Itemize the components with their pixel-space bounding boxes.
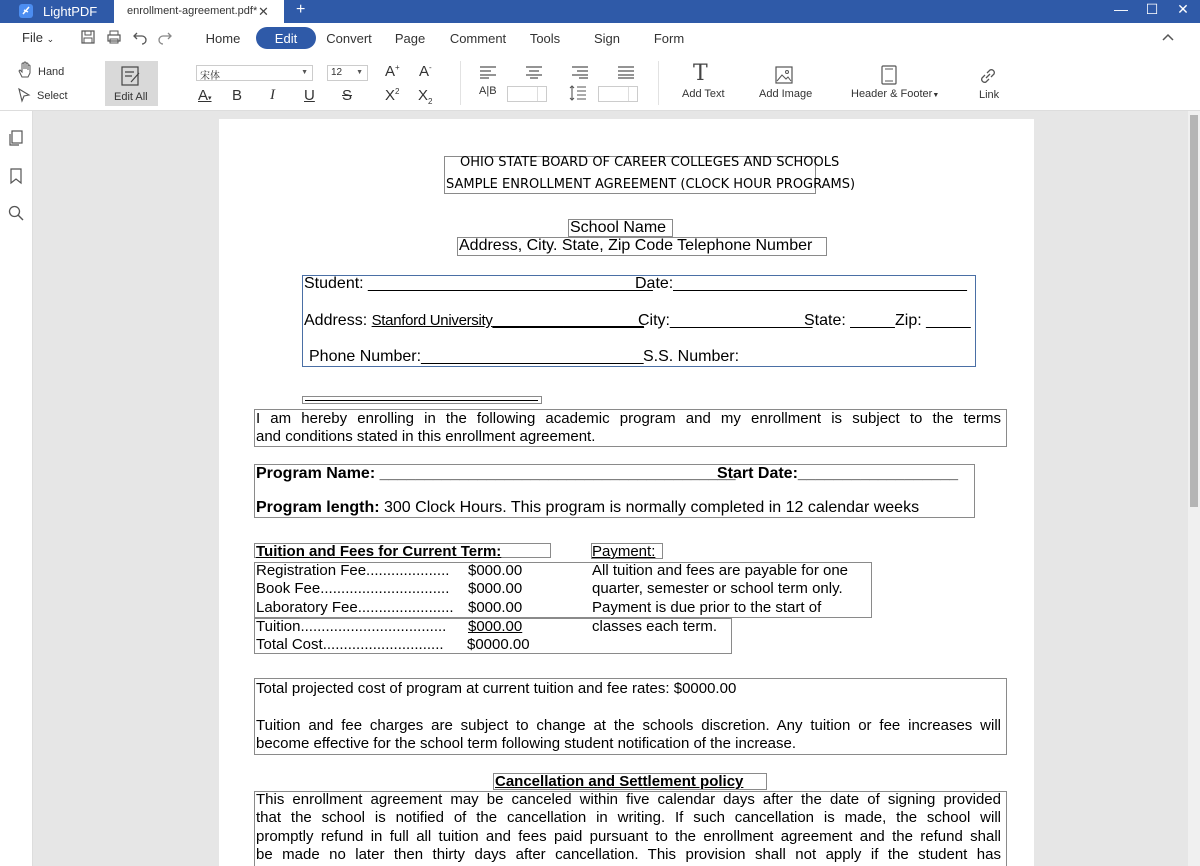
tab-comment[interactable]: Comment xyxy=(449,31,507,46)
image-icon xyxy=(774,65,794,85)
student-field[interactable]: Student: ________________________________ xyxy=(304,275,653,292)
font-size-value: 12 xyxy=(331,67,343,78)
link-label: Link xyxy=(979,89,1000,101)
line-spacing-icon[interactable] xyxy=(569,84,587,102)
tab-convert[interactable]: Convert xyxy=(326,31,372,46)
start-date-field[interactable]: Start Date:__________________ xyxy=(717,465,959,482)
toolbar-divider xyxy=(460,61,461,105)
caret-down-icon: ▼ xyxy=(356,69,363,76)
document-tab[interactable] xyxy=(114,0,284,23)
header-footer-icon xyxy=(880,65,898,85)
cancellation-line[interactable]: promptly refund in full all tuition and fees paid pursuant to the enrollment agreement and the refund shall xyxy=(256,828,1001,845)
bold-icon[interactable]: B xyxy=(232,87,243,104)
fee-row-amount[interactable]: $000.00 xyxy=(468,599,523,616)
file-menu-label: File xyxy=(22,30,43,45)
header-line-2[interactable]: SAMPLE ENROLLMENT AGREEMENT (CLOCK HOUR PROGRAMS) xyxy=(446,177,856,192)
decrease-font-icon[interactable]: A- xyxy=(419,63,432,80)
character-spacing-input[interactable] xyxy=(507,86,547,102)
enrollment-statement-line-1[interactable]: I am hereby enrolling in the following academic program and my enrollment is subject to the terms xyxy=(256,410,1001,427)
bookmark-icon[interactable] xyxy=(7,167,25,185)
maximize-button[interactable]: ☐ xyxy=(1145,1,1159,17)
new-tab-button[interactable]: + xyxy=(296,1,306,18)
total-projected[interactable]: Total projected cost of program at current tuition and fee rates: $0000.00 xyxy=(256,680,737,697)
fee-row-amount[interactable]: $000.00 xyxy=(468,562,523,579)
tab-form[interactable]: Form xyxy=(653,31,685,46)
app-name: LightPDF xyxy=(43,4,98,19)
undo-icon[interactable] xyxy=(132,29,148,45)
superscript-icon[interactable]: $X^2$ xyxy=(385,87,400,104)
address-blank: _________________ xyxy=(492,312,644,329)
payment-line[interactable]: Payment is due prior to the start of xyxy=(592,599,822,616)
pdf-page[interactable] xyxy=(219,119,1034,866)
address-field[interactable] xyxy=(304,312,644,330)
header-footer-label: Header & Footer▼ xyxy=(851,88,940,100)
close-tab-icon[interactable]: ✕ xyxy=(258,4,269,19)
tab-tools[interactable]: Tools xyxy=(529,31,561,46)
tab-edit[interactable]: Edit xyxy=(256,27,316,49)
pages-icon[interactable] xyxy=(7,129,25,147)
increase-font-icon[interactable]: A+ xyxy=(385,63,400,80)
payment-line[interactable]: classes each term. xyxy=(592,618,718,635)
font-color-icon[interactable]: A▾ xyxy=(198,87,212,104)
document-viewer[interactable] xyxy=(33,111,1188,866)
toolbar-divider xyxy=(658,61,659,105)
scrollbar-thumb[interactable] xyxy=(1190,115,1198,507)
school-address[interactable]: Address, City. State, Zip Code Telephone Number xyxy=(459,237,813,254)
increase-font-glyph: A xyxy=(385,63,396,80)
font-family-select[interactable] xyxy=(196,65,313,81)
save-icon[interactable] xyxy=(80,29,96,45)
tab-page[interactable]: Page xyxy=(394,31,426,46)
phone-field[interactable]: Phone Number:_________________________ xyxy=(309,348,644,365)
edit-all-icon xyxy=(119,65,143,87)
lightpdf-logo-icon xyxy=(18,3,34,19)
subscript-icon[interactable]: $X_2$ xyxy=(418,87,433,106)
tab-home[interactable]: Home xyxy=(205,31,241,46)
caret-down-icon: ▼ xyxy=(301,69,308,76)
print-icon[interactable] xyxy=(106,29,122,45)
decrease-font-glyph: A xyxy=(419,63,430,80)
edit-all-label: Edit All xyxy=(114,91,148,103)
fee-row-label[interactable]: Tuition................................... xyxy=(256,618,447,635)
close-window-button[interactable]: ✕ xyxy=(1177,1,1189,17)
file-menu[interactable] xyxy=(22,30,54,45)
header-line-1[interactable]: OHIO STATE BOARD OF CAREER COLLEGES AND SCHOOLS xyxy=(460,155,840,170)
redo-icon[interactable] xyxy=(157,29,173,45)
payment-line[interactable]: quarter, semester or school term only. xyxy=(592,580,843,597)
vertical-scrollbar[interactable] xyxy=(1188,111,1200,866)
address-value-text: Stanford University xyxy=(371,312,493,329)
program-name-field[interactable]: Program Name: ________________________________________ xyxy=(256,465,736,482)
add-text-label: Add Text xyxy=(682,88,725,100)
cancellation-heading[interactable]: Cancellation and Settlement policy xyxy=(495,773,744,790)
address-value[interactable] xyxy=(372,312,644,329)
align-justify-icon[interactable] xyxy=(617,65,635,79)
chevron-up-icon[interactable] xyxy=(1160,30,1176,46)
state-field[interactable]: State: _____ xyxy=(804,312,895,329)
fee-change-line-1[interactable]: Tuition and fee charges are subject to change at the schools discretion. Any tuition or fee increases will xyxy=(256,717,1001,734)
select-cursor-icon[interactable] xyxy=(16,87,32,103)
zip-field[interactable]: Zip: _____ xyxy=(895,312,971,329)
menu-bar xyxy=(0,23,1200,53)
school-name[interactable]: School Name xyxy=(570,219,667,236)
program-length-value: 300 Clock Hours. This program is normally completed in 12 calendar weeks xyxy=(379,499,920,516)
font-size-select[interactable] xyxy=(327,65,368,81)
date-field[interactable]: Date:_________________________________ xyxy=(635,275,967,292)
chevron-down-icon: ⌄ xyxy=(46,34,55,44)
character-spacing-icon[interactable]: A|B xyxy=(479,85,497,97)
edit-all-button[interactable] xyxy=(105,61,158,106)
line-spacing-input[interactable] xyxy=(598,86,638,102)
header-footer-button[interactable] xyxy=(850,61,940,107)
link-icon xyxy=(977,65,999,87)
signature-line xyxy=(305,400,538,401)
font-color-glyph: A xyxy=(198,87,209,104)
fee-row-label[interactable]: Book Fee............................... xyxy=(256,580,450,597)
hand-icon[interactable] xyxy=(16,61,34,79)
title-bar xyxy=(0,0,1200,23)
minimize-button[interactable]: — xyxy=(1114,1,1128,17)
underline-icon[interactable]: U xyxy=(304,87,315,104)
fee-row-amount[interactable]: $000.00 xyxy=(468,618,523,635)
italic-icon[interactable]: I xyxy=(270,87,275,103)
fee-row-label[interactable]: Laboratory Fee....................... xyxy=(256,599,454,616)
fee-row-amount[interactable]: $0000.00 xyxy=(467,636,530,653)
cancellation-line[interactable]: that the school is notified of the cancellation in writing. If such cancellation is made, the school will xyxy=(256,809,1001,826)
add-text-button[interactable] xyxy=(678,61,730,107)
strikethrough-icon[interactable]: S xyxy=(342,87,353,104)
search-icon[interactable] xyxy=(7,204,25,222)
align-center-icon[interactable] xyxy=(525,65,543,79)
address-label: Address: xyxy=(304,312,372,329)
cancellation-line[interactable]: This enrollment agreement may be canceled within five calendar days after the date of signing provided xyxy=(256,791,1001,808)
link-button[interactable] xyxy=(970,61,1006,107)
enrollment-statement-line-2[interactable]: and conditions stated in this enrollment agreement. xyxy=(256,428,596,445)
align-right-icon[interactable] xyxy=(571,65,589,79)
ss-number-field[interactable]: S.S. Number: xyxy=(643,348,740,365)
edit-toolbar xyxy=(0,53,1200,111)
document-tab-title: enrollment-agreement.pdf* xyxy=(127,5,258,17)
tuition-heading[interactable]: Tuition and Fees for Current Term: xyxy=(256,543,502,560)
program-length[interactable] xyxy=(256,499,919,517)
payment-line[interactable]: All tuition and fees are payable for one xyxy=(592,562,849,579)
cancellation-line[interactable]: be made no later then thirty days after cancellation. This provision shall not apply if the student has xyxy=(256,846,1001,863)
align-left-icon[interactable] xyxy=(479,65,497,79)
left-sidebar xyxy=(0,111,33,866)
fee-row-label[interactable]: Registration Fee.................... xyxy=(256,562,450,579)
font-family-value: 宋体 xyxy=(200,71,220,82)
tab-sign[interactable]: Sign xyxy=(593,31,621,46)
add-image-label: Add Image xyxy=(759,88,813,100)
fee-change-line-2[interactable]: become effective for the school term following student notification of the increase. xyxy=(256,735,797,752)
text-t-icon: T xyxy=(693,61,708,86)
hand-tool-label[interactable]: Hand xyxy=(38,66,65,78)
header-footer-text: Header & Footer xyxy=(851,88,933,100)
payment-heading[interactable]: Payment: xyxy=(592,543,656,560)
fee-row-label[interactable]: Total Cost............................. xyxy=(256,636,444,653)
program-length-label: Program length: xyxy=(256,499,380,516)
select-tool-label[interactable]: Select xyxy=(37,90,68,102)
city-field[interactable]: City:________________ xyxy=(638,312,813,329)
fee-row-amount[interactable]: $000.00 xyxy=(468,580,523,597)
add-image-button[interactable] xyxy=(758,61,814,107)
